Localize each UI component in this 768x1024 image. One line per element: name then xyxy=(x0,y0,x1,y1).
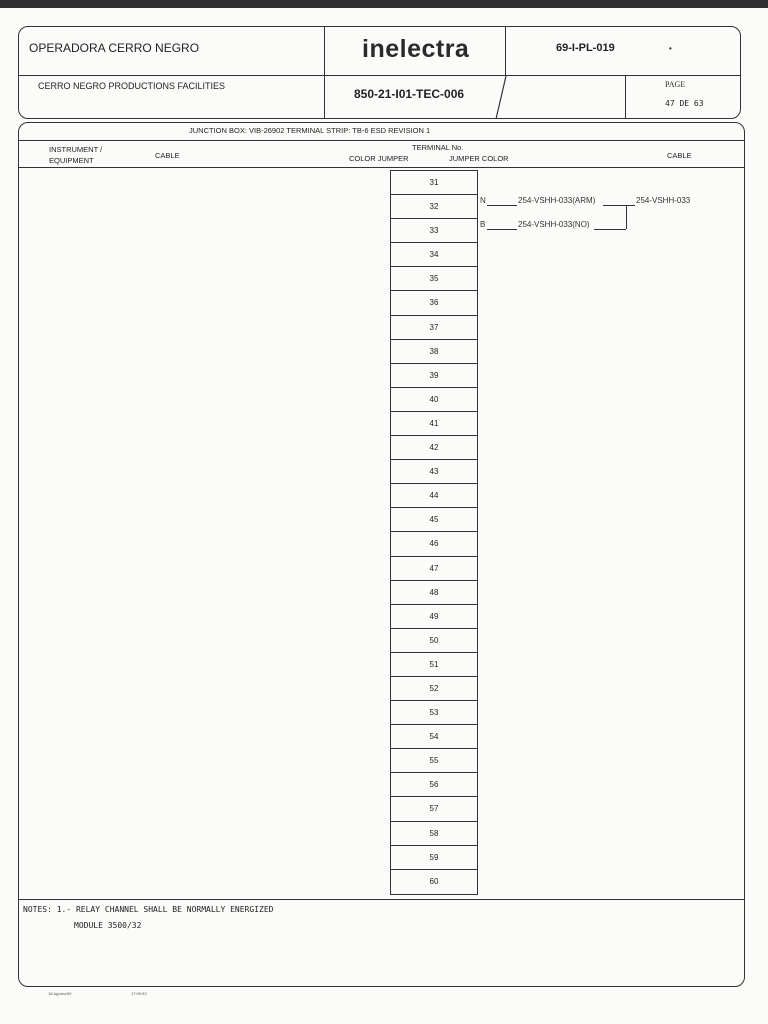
cable-254-vshh-033-no: 254-VSHH-033(NO) xyxy=(518,220,590,229)
wire-line-32a xyxy=(487,205,517,206)
cable-254-vshh-033-arm: 254-VSHH-033(ARM) xyxy=(518,196,596,205)
terminal-cell: 44 xyxy=(391,484,477,508)
facility-name: CERRO NEGRO PRODUCTIONS FACILITIES xyxy=(38,81,226,91)
terminal-cell: 54 xyxy=(391,725,477,749)
corner-mark: • xyxy=(669,44,672,53)
terminal-cell: 35 xyxy=(391,267,477,291)
notes-line-2: MODULE 3500/32 xyxy=(74,921,142,930)
wire-letter-b: B xyxy=(480,220,486,229)
scan-top-edge xyxy=(0,0,768,8)
terminal-cell: 53 xyxy=(391,701,477,725)
terminal-cell: 55 xyxy=(391,749,477,773)
terminal-cell: 50 xyxy=(391,629,477,653)
cable-left-header: CABLE xyxy=(155,151,180,160)
terminal-table-frame xyxy=(18,122,745,987)
terminal-cell: 37 xyxy=(391,316,477,340)
cable-254-vshh-033: 254-VSHH-033 xyxy=(636,196,691,205)
notes-divider xyxy=(18,899,745,900)
junction-box-line: JUNCTION BOX: VIB-26902 TERMINAL STRIP: TB-6 ESD REVISION 1 xyxy=(189,126,431,135)
terminal-cell: 41 xyxy=(391,412,477,436)
jumper-color-header: JUMPER COLOR xyxy=(449,154,509,163)
company-name: OPERADORA CERRO NEGRO xyxy=(29,41,200,55)
terminal-cell: 58 xyxy=(391,822,477,846)
terminal-cell: 39 xyxy=(391,364,477,388)
wire-line-33b xyxy=(594,229,626,230)
terminal-cell: 45 xyxy=(391,508,477,532)
wire-line-32b xyxy=(603,205,635,206)
table-row-junction-divider xyxy=(18,140,745,141)
terminal-cell: 43 xyxy=(391,460,477,484)
title-block-slant xyxy=(494,75,514,119)
document-code: 69-I-PL-019 xyxy=(556,42,615,54)
terminal-cell: 48 xyxy=(391,581,477,605)
terminal-cell: 47 xyxy=(391,557,477,581)
equipment-header: EQUIPMENT xyxy=(49,156,94,165)
document-number: 850-21-I01-TEC-006 xyxy=(354,87,465,101)
terminal-cell: 60 xyxy=(429,876,439,886)
brand-logo-text: inelectra xyxy=(362,35,470,63)
wire-letter-n: N xyxy=(480,196,486,205)
terminal-cell: 49 xyxy=(391,605,477,629)
color-jumper-header: COLOR JUMPER xyxy=(349,154,409,163)
terminal-cell: 56 xyxy=(391,773,477,797)
terminal-no-header: TERMINAL No. xyxy=(412,143,464,152)
page-number: 47 DE 63 xyxy=(665,99,704,108)
title-block-col-3 xyxy=(625,75,626,119)
page-label: PAGE xyxy=(665,80,686,89)
title-block-divider xyxy=(18,75,741,76)
terminal-cell: 52 xyxy=(391,677,477,701)
terminal-cell: 33 xyxy=(391,219,477,243)
terminal-cell: 38 xyxy=(391,340,477,364)
terminal-cell: 36 xyxy=(391,291,477,315)
instrument-header: INSTRUMENT / xyxy=(49,145,103,154)
footer-time: 17:09:53 xyxy=(131,991,147,996)
title-block-col-1 xyxy=(324,26,325,119)
title-block-col-2 xyxy=(505,26,506,75)
terminal-cell: 40 xyxy=(391,388,477,412)
terminal-cell: 42 xyxy=(391,436,477,460)
terminal-cell: 31 xyxy=(391,171,477,195)
table-header-divider xyxy=(18,167,745,168)
terminal-cell: 51 xyxy=(391,653,477,677)
wire-line-33a xyxy=(487,229,517,230)
footer-date: 18 Agosto/99 xyxy=(48,991,72,996)
terminal-cell: 59 xyxy=(391,846,477,870)
terminal-strip xyxy=(390,170,478,895)
terminal-cell: 34 xyxy=(391,243,477,267)
terminal-cell: 46 xyxy=(391,532,477,556)
notes-line-1: NOTES: 1.- RELAY CHANNEL SHALL BE NORMALLY ENERGIZED xyxy=(23,905,274,914)
terminal-cell: 57 xyxy=(391,797,477,821)
terminal-cell: 32 xyxy=(391,195,477,219)
cable-right-header: CABLE xyxy=(667,151,692,160)
wire-join xyxy=(626,205,627,229)
